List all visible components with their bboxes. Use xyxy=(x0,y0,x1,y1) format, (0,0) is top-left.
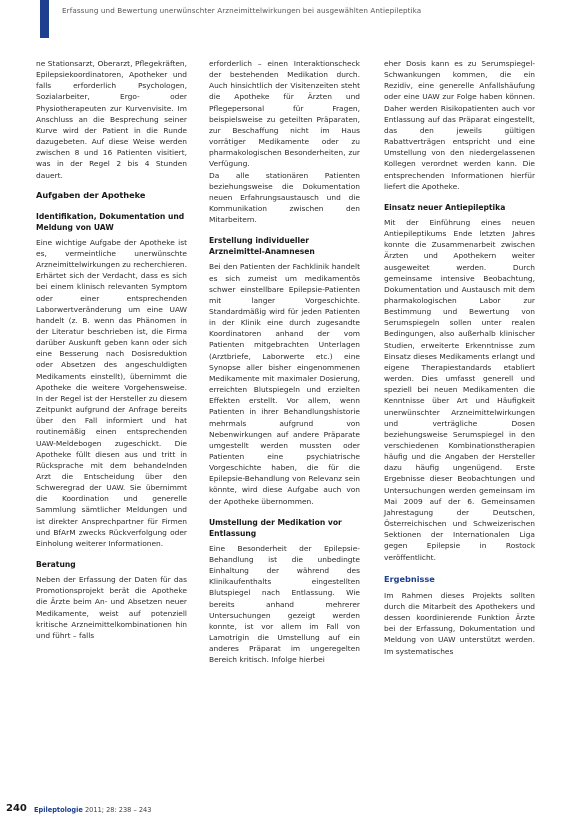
page-number: 240 xyxy=(6,803,27,814)
section-heading: Aufgaben der Apotheke xyxy=(36,189,146,200)
section-heading: Ergebnisse xyxy=(384,573,435,584)
section-tab-marker xyxy=(40,0,49,38)
paragraph: Bei den Patienten der Fachklinik handelt es sich zumeist um medikamentös schwer einstellbare Epilepsie-Patienten mit langer Vorgeschichte. Standardmäßig wird für jeden Patienten in der Klinik eine durch zugesandte Koordinatoren anhand der vom Patienten mitgebrachten Unterlagen (Arztbriefe, Laborwerte etc.) eine Synopse aller bisher eingenommenen Medikamente mit maximaler Dosierung, erreichten Blutspiegeln und erzielten Effekten erstellt. Vor allem, wenn Patienten in ihrer Behandlungshistorie mehrmals aufgrund von Nebenwirkungen auf andere Präparate umgestellt werden mussten oder Patienten eine psychiatrische Vorgeschichte haben, die für die Epilepsie-Behandlung von Relevanz sein könnte, wird diese Aufgabe auch von der Apotheke übernommen. xyxy=(209,262,360,506)
paragraph: Mit der Einführung eines neuen Antiepileptikums Ende letzten Jahres konnte die Zusammenarbeit zwischen Ärzten und Apothekern weiter ausgeweitet werden. Durch gemeinsame intensive Beobachtung, Dokumentation und Austausch mit dem pharmakologischen Labor zur Bestimmung und Bewertung von Serumspiegeln sollen unter realen Bedingungen, also außerhalb klinischer Studien, erweiterte Erkenntnisse zum Einsatz dieses Medikaments erlangt und eigene Therapiestandards etabliert werden. Dies umfasst generell und speziell bei neuen Medikamenten die Kenntnisse über Art und Häufigkeit unerwünschter Arzneimittelwirkungen und verträgliche Dosen beziehungsweise Serumspiegel in den verschiedenen Kombinationstherapien häufig und die Angaben der Hersteller dazu häufig ungenügend. Erste Ergebnisse dieser Beobachtungen und Untersuchungen werden gemeinsam im Mai 2009 auf der 6. Gemeinsamen Jahrestagung der Deutschen, Österreichischen und Schweizerischen Sektionen der Internationalen Liga gegen Epilepsie in Rostock veröffentlicht. xyxy=(384,217,535,562)
subsection-heading: Identifikation, Dokumentation und Meldung von UAW xyxy=(36,211,185,232)
paragraph: eher Dosis kann es zu Serumspiegel-Schwankungen kommen, die ein Rezidiv, eine generelle Anfallshäufung oder eine UAW zur Folge haben können. Daher werden Risikopatienten auch vor Entlassung auf das Präparat eingestellt, das den jeweils gültigen Rabattverträgen entspricht und eine Umstellung von den niedergelassenen Kollegen verordnet werden kann. Die entsprechenden Informationen hierfür liefert die Apotheke. xyxy=(384,59,535,191)
column-1 xyxy=(36,58,187,641)
paragraph: Im Rahmen dieses Projekts sollten durch die Mitarbeit des Apothekers und dessen koordinierende Funktion Ärzte bei der Erfassung, Dokumentation und Meldung von UAW unterstützt werden. Im systematisches xyxy=(384,590,535,656)
subsection-heading: Umstellung der Medikation vor Entlassung xyxy=(209,517,342,538)
paragraph: Neben der Erfassung der Daten für das Promotionsprojekt berät die Apotheke die Ärzte beim An- und Absetzen neuer Medikamente, weist auf potenziell kritische Arzneimittelkombinationen hin und führt – falls xyxy=(36,575,187,640)
paragraph: Eine wichtige Aufgabe der Apotheke ist es, vermeintliche unerwünschte Arzneimittelwirkungen zu recherchieren. Erhärtet sich der Verdacht, dass es sich bei einem klinisch relevanten Symptom oder einer entsprechenden Laborwertveränderung um eine UAW handelt (z. B. wenn das Phänomen in der Literatur beschrieben ist, die Firma darüber Auskunft geben kann oder sich eine Besserung nach Dosisreduktion oder Absetzen des angeschuldigten Medikaments einstellt), übernimmt die Apotheke die weitere Vorgehensweise. In der Regel ist der Hersteller zu diesem Zeitpunkt aufgrund der Anfrage bereits über den Fall informiert und hat routinemäßig einen entsprechenden UAW-Meldebogen zugeschickt. Die Apotheke füllt diesen aus und tritt in Rücksprache mit dem behandelnden Arzt die Entscheidung über den Schweregrad der UAW. Sie übernimmt die Koordination und generelle Sammlung sämtlicher Meldungen und ist direkter Ansprechpartner für Firmen und BfArM zwecks Rückverfolgung oder Einholung weiterer Informationen. xyxy=(36,237,187,548)
subsection-heading: Einsatz neuer Antiepileptika xyxy=(384,202,506,212)
journal-name: Epileptologie xyxy=(34,806,83,814)
paragraph: ne Stationsarzt, Oberarzt, Pflegekräften, Epilepsiekoordinatoren, Apotheker und falls erforderlich Psychologen, Sozialarbeiter, Ergo- oder Physiotherapeuten zur Kurvenvisite. Im Anschluss an die Besprechung seiner Kurve wird der Patient in die Runde dazugebeten. Auf diese Weise werden zwischen 8 und 16 Patienten visitiert, was in der Regel 2 bis 4 Stunden dauert. xyxy=(36,59,187,180)
paragraph: Eine Besonderheit der Epilepsie-Behandlung ist die unbedingte Einhaltung der während des Klinikaufenthalts eingestellten Blutspiegel nach Entlassung. Wie bereits anhand mehrerer Untersuchungen gezeigt werden konnte, ist vor allem im Fall von Lamotrigin die Umstellung auf ein anderes Präparat im ungeregelten Bereich kritisch. Infolge hierbei xyxy=(209,543,360,665)
running-head: Erfassung und Bewertung unerwünschter Arzneimittelwirkungen bei ausgewählten Antiepileptika xyxy=(62,6,422,15)
column-3 xyxy=(384,58,535,657)
journal-citation xyxy=(34,806,151,814)
paragraph: erforderlich – einen Interaktionscheck der bestehenden Medikation durch. Auch hinsichtlich der Visitenzeiten steht die Apotheke für Ärzten und Pflegepersonal für Fragen, beispielsweise zu geteilten Präparaten, zur Beschaffung nicht im Haus vorrätiger Medikamente oder zu pharmakologischen Besonderheiten, zur Verfügung. Da alle stationären Patienten beziehungsweise die Dokumentation neuen Erfahrungsaustausch und die Kommunikation zwischen den Mitarbeitern. xyxy=(209,59,360,225)
subsection-heading: Erstellung individueller Arzneimittel-Anamnesen xyxy=(209,236,315,257)
journal-issue: 2011; 28: 238 – 243 xyxy=(84,806,152,814)
column-2 xyxy=(209,58,360,666)
subsection-heading: Beratung xyxy=(36,560,76,570)
